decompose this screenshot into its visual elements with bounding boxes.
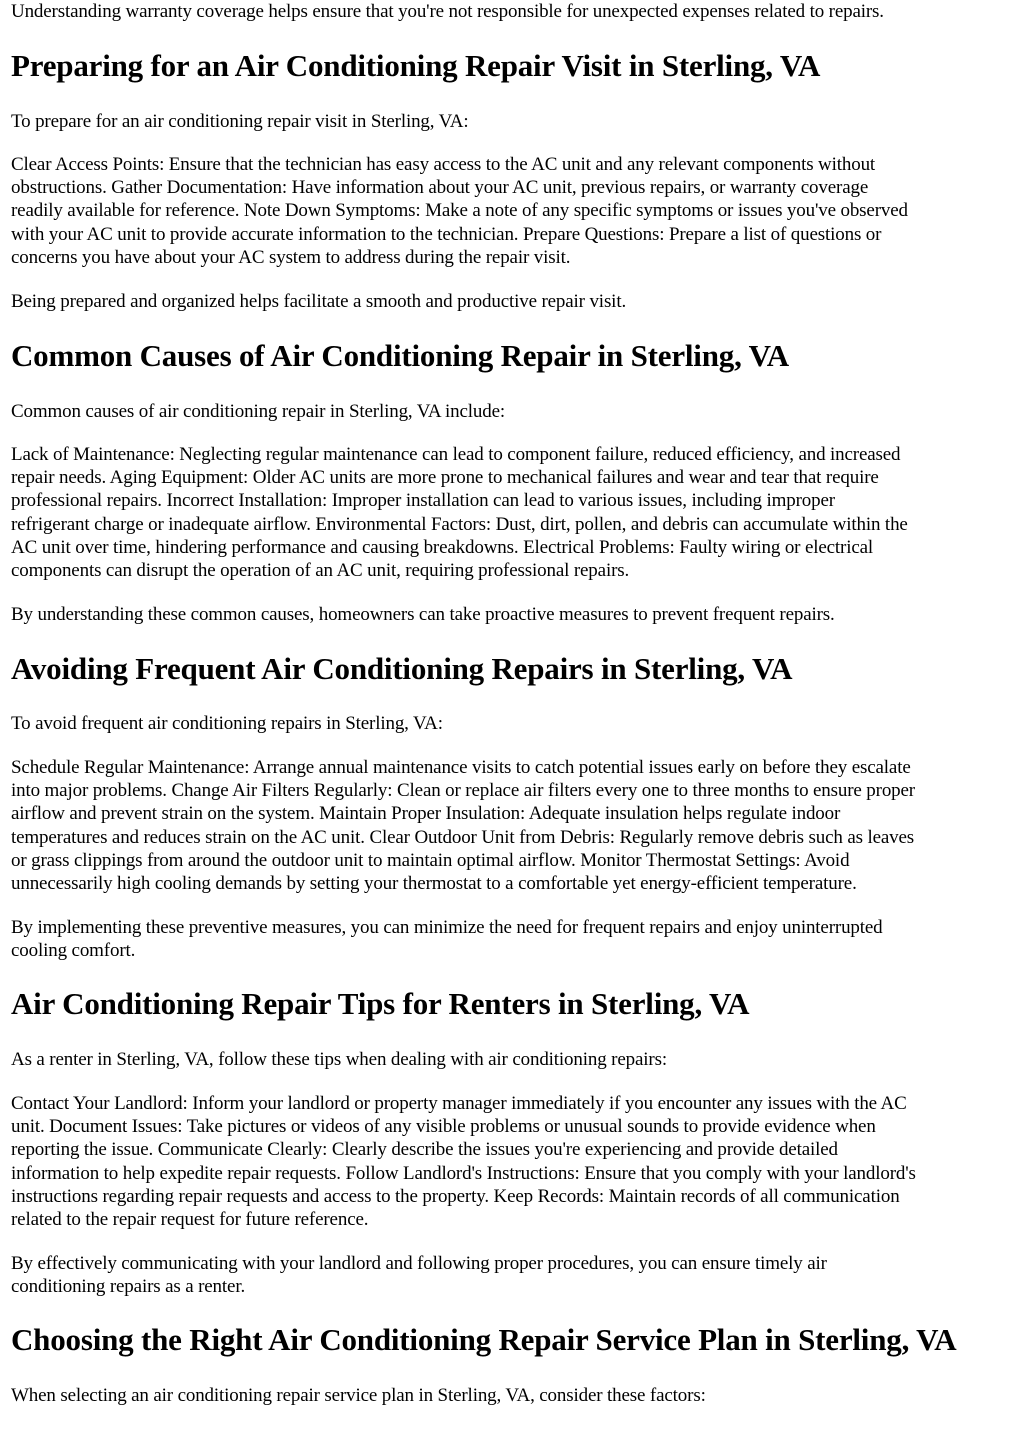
section-body-preparing	[11, 153, 908, 269]
section-lead-avoiding: To avoid frequent air conditioning repairs in Sterling, VA:	[11, 713, 443, 734]
body-line: information to help expedite repair requests. Follow Landlord's Instructions: Ensure that you comply with your landlord's	[11, 1162, 916, 1184]
body-line: related to the repair request for future reference.	[11, 1209, 369, 1231]
section-heading-choosing-plan: Choosing the Right Air Conditioning Repair Service Plan in Sterling, VA	[11, 1322, 957, 1357]
closing-line: By understanding these common causes, homeowners can take proactive measures to prevent frequent repairs.	[11, 604, 835, 625]
body-line: unit. Document Issues: Take pictures or videos of any visible problems or unusual sounds to provide evidence when	[11, 1116, 876, 1138]
section-body-common-causes	[11, 443, 908, 582]
body-line: airflow and prevent strain on the system. Maintain Proper Insulation: Adequate insulation helps regulate indoor	[11, 803, 841, 825]
body-line: readily available for reference. Note Down Symptoms: Make a note of any specific symptoms or issues you've observed	[11, 200, 908, 222]
section-closing-preparing	[11, 290, 626, 313]
section-heading-renters: Air Conditioning Repair Tips for Renters in Sterling, VA	[11, 986, 750, 1021]
section-lead-renters: As a renter in Sterling, VA, follow these tips when dealing with air conditioning repairs:	[11, 1049, 667, 1070]
body-line: unnecessarily high cooling demands by setting your thermostat to a comfortable yet energy-efficient temperature.	[11, 873, 857, 895]
intro-paragraph: Understanding warranty coverage helps ensure that you're not responsible for unexpected expenses related to repairs.	[11, 1, 884, 22]
section-body-renters	[11, 1092, 916, 1231]
section-closing-avoiding	[11, 916, 883, 962]
section-lead-choosing-plan: When selecting an air conditioning repair service plan in Sterling, VA, consider these factors:	[11, 1385, 706, 1406]
closing-line: Being prepared and organized helps facilitate a smooth and productive repair visit.	[11, 291, 627, 312]
closing-line: conditioning repairs as a renter.	[11, 1276, 246, 1298]
section-lead-preparing: To prepare for an air conditioning repair visit in Sterling, VA:	[11, 111, 469, 132]
body-line: Clear Access Points: Ensure that the technician has easy access to the AC unit and any relevant components without	[11, 154, 876, 175]
section-heading-preparing: Preparing for an Air Conditioning Repair Visit in Sterling, VA	[11, 48, 821, 83]
section-lead-common-causes: Common causes of air conditioning repair in Sterling, VA include:	[11, 401, 506, 422]
body-line: concerns you have about your AC system to address during the repair visit.	[11, 246, 571, 268]
body-line: with your AC unit to provide accurate information to the technician. Prepare Questions: Prepare a list of questions or	[11, 223, 882, 245]
section-closing-common-causes	[11, 603, 835, 626]
body-line: refrigerant charge or inadequate airflow. Environmental Factors: Dust, dirt, pollen, and debris can accumulate within the	[11, 513, 908, 535]
closing-line: By implementing these preventive measures, you can minimize the need for frequent repairs and enjoy uninterrupted	[11, 917, 883, 938]
body-line: temperatures and reduces strain on the AC unit. Clear Outdoor Unit from Debris: Regularly remove debris such as leaves	[11, 826, 915, 848]
section-body-avoiding	[11, 756, 915, 895]
body-line: into major problems. Change Air Filters Regularly: Clean or replace air filters every one to three months to ensure proper	[11, 780, 915, 802]
section-heading-avoiding: Avoiding Frequent Air Conditioning Repairs in Sterling, VA	[11, 651, 793, 686]
body-line: reporting the issue. Communicate Clearly: Clearly describe the issues you're experiencing and provide detailed	[11, 1139, 838, 1161]
section-closing-renters	[11, 1252, 827, 1298]
body-line: Contact Your Landlord: Inform your landlord or property manager immediately if you encounter any issues with the AC	[11, 1093, 907, 1114]
body-line: professional repairs. Incorrect Installation: Improper installation can lead to various issues, including improper	[11, 490, 835, 512]
section-heading-common-causes: Common Causes of Air Conditioning Repair in Sterling, VA	[11, 338, 789, 373]
closing-line: cooling comfort.	[11, 940, 136, 962]
body-line: instructions regarding repair requests and access to the property. Keep Records: Maintain records of all communication	[11, 1185, 900, 1207]
body-line: Lack of Maintenance: Neglecting regular maintenance can lead to component failure, reduced efficiency, and increased	[11, 444, 901, 465]
body-line: AC unit over time, hindering performance and causing breakdowns. Electrical Problems: Faulty wiring or electrical	[11, 536, 874, 558]
body-line: Schedule Regular Maintenance: Arrange annual maintenance visits to catch potential issues early on before they escalate	[11, 757, 911, 778]
body-line: obstructions. Gather Documentation: Have information about your AC unit, previous repairs, or warranty coverage	[11, 177, 869, 199]
body-line: components can disrupt the operation of an AC unit, requiring professional repairs.	[11, 560, 630, 582]
closing-line: By effectively communicating with your landlord and following proper procedures, you can ensure timely air	[11, 1253, 827, 1274]
body-line: or grass clippings from around the outdoor unit to maintain optimal airflow. Monitor Thermostat Settings: Avoid	[11, 849, 850, 871]
body-line: repair needs. Aging Equipment: Older AC units are more prone to mechanical failures and wear and tear that require	[11, 467, 879, 489]
